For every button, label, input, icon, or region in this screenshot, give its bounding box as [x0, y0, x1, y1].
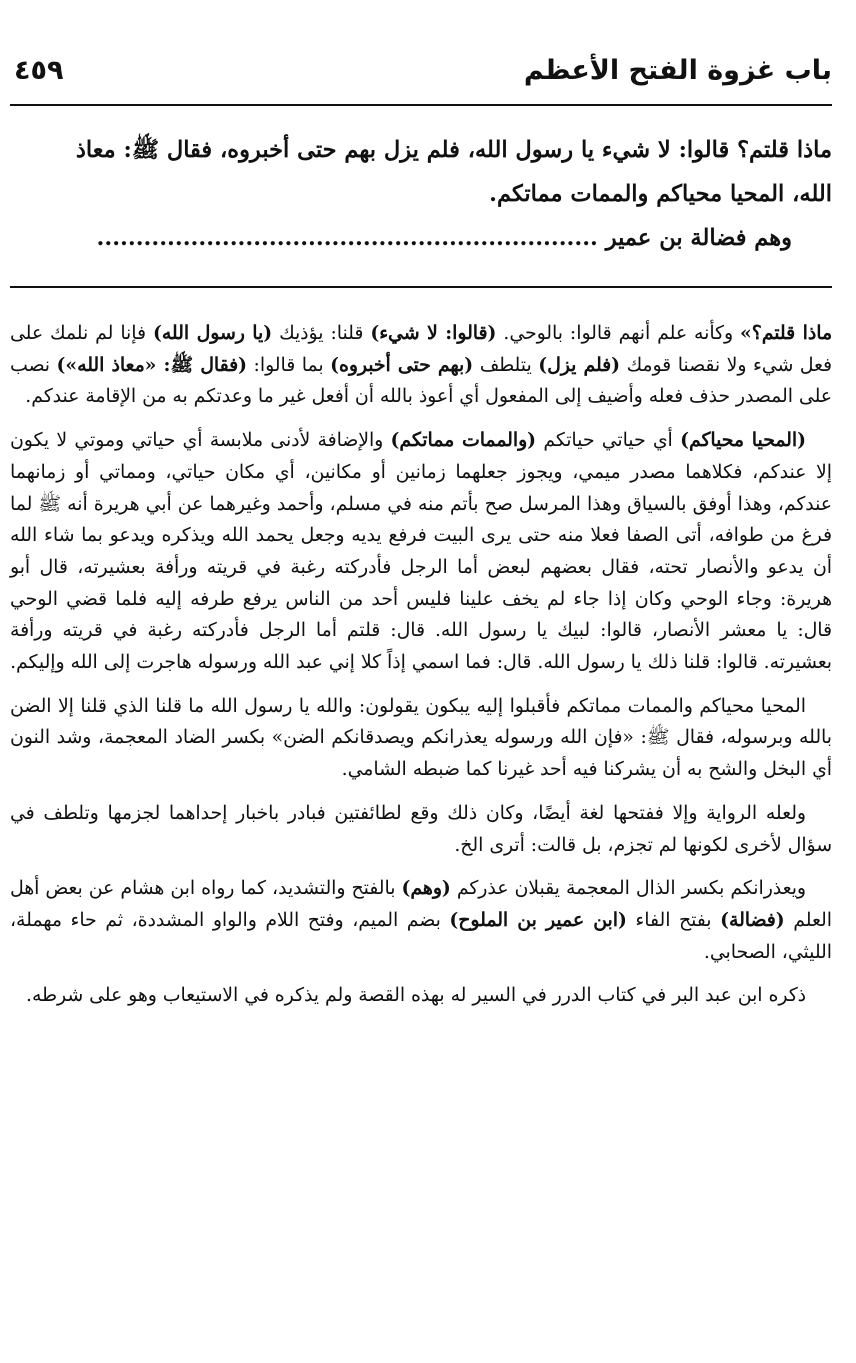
- book-page: [10, 0, 832, 1363]
- commentary-text: نصب على المصدر حذف فعله وأضيف إلى المفعول أي أعوذ بالله أن أفعل غير ما وعدتكم به من الإقامة عندكم.: [10, 354, 832, 408]
- quoted-term: (قالوا: لا شيء): [370, 322, 497, 344]
- main-text-fragment: وهم فضالة بن عمير: [605, 225, 792, 251]
- quoted-term: ماذا قلتم؟»: [740, 322, 833, 344]
- commentary-paragraph: [10, 980, 832, 1012]
- commentary-text: يتلطف: [473, 354, 539, 376]
- commentary-divider: [10, 286, 832, 288]
- quoted-term: (المحيا محياكم): [680, 429, 807, 452]
- quoted-term: (فلم يزل): [538, 353, 621, 376]
- commentary-paragraph: [10, 425, 832, 679]
- quoted-term: (وهم): [401, 877, 451, 900]
- quoted-term: (يا رسول الله): [152, 322, 273, 344]
- commentary-text: قلنا: يؤذيك: [272, 323, 371, 344]
- commentary-text: ويعذرانكم بكسر الذال المعجمة يقبلان عذركم: [450, 878, 807, 900]
- quoted-term: (ابن عمير بن الملوح): [449, 908, 627, 931]
- commentary: [10, 318, 832, 1024]
- commentary-text: أي حياتي حياتكم: [536, 430, 681, 452]
- commentary-text: ذكره ابن عبد البر في كتاب الدرر في السير له بهذه القصة ولم يذكره في الاستيعاب وهو على شرطه.: [26, 985, 806, 1007]
- commentary-text: والإضافة لأدنى ملابسة أي حياتي وموتي لا يكون إلا عندكم، فكلاهما مصدر ميمي، ويجوز جعلهما زمانين أو مكانين، أي مكان حياتي، ومماتي أو زمانهما عندكم، وهذا أوفق بالسياق وهذا المرسل صح بأتم منه في مسلم، وأحمد وغيرهما عن أبي هريرة أنه ﷺ لما فرغ من طوافه، أتى الصفا فعلا منه حتى يرى البيت فرفع يديه وجعل يحمد الله ويذكره ويدعو بما شاء الله أن يدعو والأنصار تحته، فقال بعضهم لبعض أما الرجل فأدركته رغبة في قريته ورأفة بعشيرته، قال أبو هريرة: وجاء الوحي وكان إذا جاء لم يخف علينا فليس أحد من الناس يرفع طرفه إليه فلما قضي الوحي قال: يا معشر الأنصار، قالوا: لبيك يا رسول الله. قال: قلتم أما الرجل فأدركته رغبة في قريته ورأفة بعشيرته. قالوا: قلنا ذلك يا رسول الله. قال: فما اسمي إذاً كلا إني عبد الله ورسوله هاجرت إلى الله وإليكم.: [10, 430, 832, 674]
- main-text-line: الله، المحيا محياكم والممات مماتكم.: [489, 181, 832, 207]
- quoted-term: (بهم حتى أخبروه): [330, 353, 474, 376]
- quoted-term: (فقال ﷺ: «معاذ الله»): [56, 353, 247, 376]
- continuation-dots: ................................................................: [96, 225, 598, 251]
- main-text-line: ماذا قلتم؟ قالوا: لا شيء يا رسول الله، فلم يزل بهم حتى أخبروه، فقال ﷺ: معاذ: [75, 137, 832, 163]
- commentary-text: بضم الميم، وفتح اللام والواو المشددة، ثم حاء مهملة، الليثي، الصحابي.: [10, 909, 832, 963]
- commentary-text: وكأنه علم أنهم قالوا: بالوحي.: [496, 323, 741, 344]
- chapter-title: باب غزوة الفتح الأعظم: [523, 55, 832, 86]
- commentary-text: فإنا لم نلمك على فعل شيء ولا نقصنا قومك: [10, 323, 832, 376]
- main-text: [10, 128, 832, 260]
- commentary-text: المحيا محياكم والممات مماتكم فأقبلوا إليه يبكون يقولون: والله يا رسول الله ما قلنا الذي قلنا إلا الضن بالله وبرسوله، فقال ﷺ: «فإن الله ورسوله يعذرانكم ويصدقانكم الضن» بكسر الضاد المعجمة، وشد النون أي البخل والشح به أن يشركنا فيه أحد غيرنا كما ضبطه الشامي.: [10, 695, 832, 781]
- page-number: ٤٥٩: [14, 55, 64, 86]
- page-header: [10, 55, 832, 97]
- commentary-text: بفتح الفاء: [626, 909, 721, 931]
- main-text-line: [10, 216, 832, 260]
- quoted-term: (فضالة): [720, 908, 785, 931]
- commentary-text: بما قالوا:: [246, 354, 331, 376]
- commentary-paragraph: [10, 691, 832, 786]
- commentary-paragraph: [10, 798, 832, 861]
- commentary-paragraph: [10, 318, 832, 413]
- commentary-paragraph: [10, 873, 832, 968]
- commentary-text: ولعله الرواية وإلا ففتحها لغة أيضًا، وكان ذلك وقع لطائفتين فبادر باخبار إحداهما لجزمها وتلطف في سؤال لأخرى لكونها لم تجزم، بل قالت: أترى الخ.: [10, 802, 832, 856]
- header-rule: [10, 104, 832, 106]
- commentary-text: بالفتح والتشديد، كما رواه ابن هشام عن بعض أهل العلم: [10, 878, 832, 931]
- quoted-term: (والممات مماتكم): [390, 429, 537, 452]
